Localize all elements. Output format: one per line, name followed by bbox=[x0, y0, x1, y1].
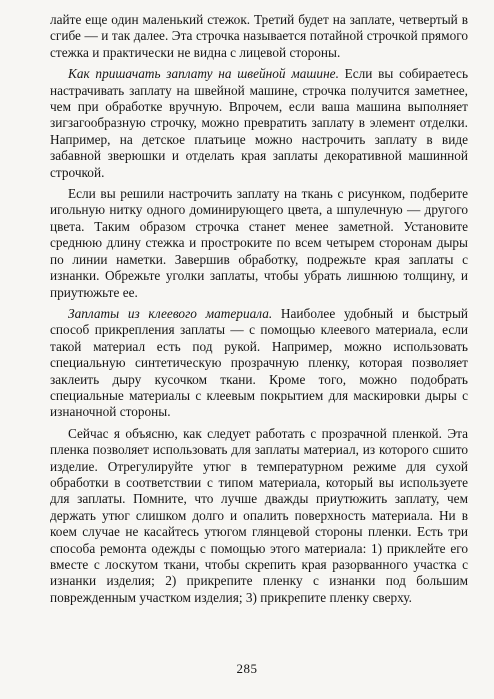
paragraph-transparent-film bbox=[50, 426, 468, 606]
run-in-heading: Как пришачать заплату на швейной машине. bbox=[68, 66, 339, 82]
paragraph-patterned-fabric bbox=[50, 186, 468, 301]
paragraph-machine-patch bbox=[50, 66, 468, 181]
page-number: 285 bbox=[236, 661, 258, 676]
paragraph-text: Если вы решили настрочить заплату на ткань с рисунком, подберите игольную нитку одного доминирующего цвета, а шпулечную — другого цвета. Таким образом строчка станет менее заметной. Установите среднюю длину стежка и простроките по всем четырем сторонам дыры по линии наметки. Завершив обработку, подрежьте края заплаты с изнанки. Обрежьте уголки заплаты, чтобы убрать лишнюю толщину, и приутюжьте ее. bbox=[50, 186, 468, 300]
paragraph-text: Наиболее удобный и быстрый способ прикрепления заплаты — с помощью клеевого материала, если такой материал есть под рукой. Например, можно использовать специальную синтетическую прозрачную пленку, которая позволяет заклеить дыру кусочком ткани. Кроме того, можно подобрать специальные материалы с клеевым покрытием для маскировки дыры с изнаночной стороны. bbox=[50, 305, 468, 420]
paragraph-continuation bbox=[50, 12, 468, 61]
paragraph-adhesive-patches bbox=[50, 306, 468, 421]
paragraph-text: Если вы собираетесь настрачивать заплату на швейной машине, строчка получится заметнее, чем при обработке вручную. Впрочем, если ваша машина выполняет зигзагообразную строчку, можно превратить заплату в элемент отделки. Например, на детское платьице можно настрочить заплату в виде забавной зверюшки и отделать края заплаты декоративной машинной строчкой. bbox=[50, 66, 469, 180]
paragraph-text: Сейчас я объясню, как следует работать с прозрачной пленкой. Эта пленка позволяет использовать для заплаты материал, из которого сшито изделие. Отрегулируйте утюг в температурном режиме для сухой обработки в соответствии с типом материала, который вы используете для заплаты. Помните, что лучше дважды приутюжить заплату, чем держать утюг слишком долго и опалить поверхность материала. Ни в коем случае не касайтесь утюгом глянцевой стороны пленки. Есть три способа ремонта одежды с помощью этого материала: 1) приклейте его вместе с лоскутом ткани, чтобы скрепить края разорванного участка с изнанки изделия; 2) прикрепите пленку с изнанки под большим поврежденным участком изделия; 3) прикрепите пленку сверху. bbox=[50, 425, 468, 605]
run-in-heading: Заплаты из клеевого материала. bbox=[68, 305, 273, 321]
paragraph-text: лайте еще один маленький стежок. Третий будет на заплате, четвертый в сгибе — и так далее. Эта строчка называется потайной строчкой прямого стежка и практически не видна с лицевой стороны. bbox=[50, 12, 468, 60]
